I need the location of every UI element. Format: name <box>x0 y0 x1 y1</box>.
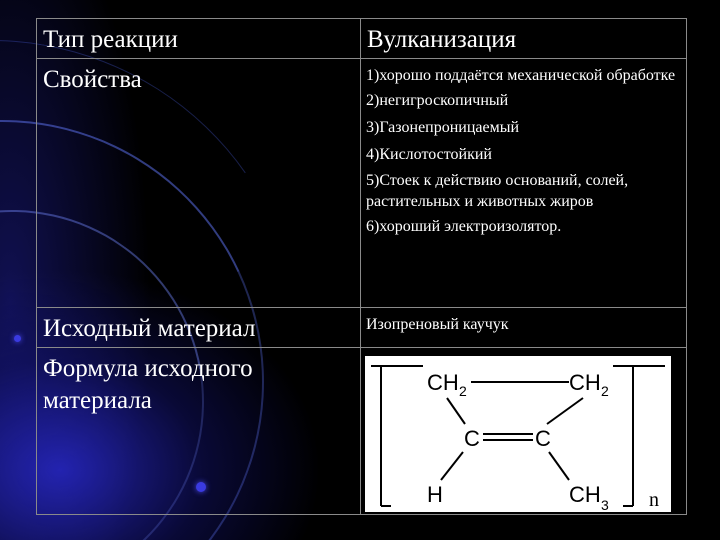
atom-label: CH <box>569 370 601 395</box>
properties-list <box>361 59 686 239</box>
table-cell <box>37 308 361 348</box>
bond-line <box>441 452 463 480</box>
property-item: 4)Кислотостойкий <box>366 146 492 163</box>
bond-line <box>447 398 465 424</box>
property-item: 5)Стоек к действию оснований, солей, растительных и животных жиров <box>366 172 629 210</box>
table-cell <box>361 308 687 348</box>
property-item: 2)негигроскопичный <box>366 92 509 109</box>
atom-label: CH <box>427 370 459 395</box>
structural-formula <box>365 356 671 512</box>
table-row-formula <box>37 348 687 515</box>
row-label: Тип реакции <box>43 26 178 53</box>
row-value: Изопреновый каучук <box>366 316 509 333</box>
row-label: Формула исходного материала <box>43 355 253 414</box>
table-cell <box>361 348 687 515</box>
atom-subscript: 2 <box>459 383 467 399</box>
table-cell <box>37 348 361 515</box>
property-item: 1)хорошо поддаётся механической обработке <box>366 67 676 84</box>
formula-diagram <box>365 356 671 512</box>
property-item: 3)Газонепроницаемый <box>366 119 520 136</box>
row-value: Вулканизация <box>367 26 517 53</box>
table-row-reaction-type <box>37 19 687 59</box>
atom-label: CH <box>569 482 601 507</box>
properties-table <box>36 18 687 515</box>
atom-subscript: 3 <box>601 497 609 512</box>
row-label: Свойства <box>43 66 142 93</box>
atom-subscript: 2 <box>601 383 609 399</box>
table-row-properties <box>37 59 687 308</box>
atom-label: H <box>427 482 443 507</box>
table-row-source-material <box>37 308 687 348</box>
atom-label: C <box>464 426 480 451</box>
property-item: 6)хороший электроизолятор. <box>366 218 562 235</box>
row-label: Исходный материал <box>43 315 256 342</box>
table-cell <box>361 19 687 59</box>
decorative-dot <box>14 335 21 342</box>
table-cell <box>37 19 361 59</box>
repeat-index: n <box>649 489 659 511</box>
atom-label: C <box>535 426 551 451</box>
table-cell <box>37 59 361 308</box>
bond-line <box>547 398 583 424</box>
table-cell <box>361 59 687 308</box>
bond-line <box>549 452 569 480</box>
